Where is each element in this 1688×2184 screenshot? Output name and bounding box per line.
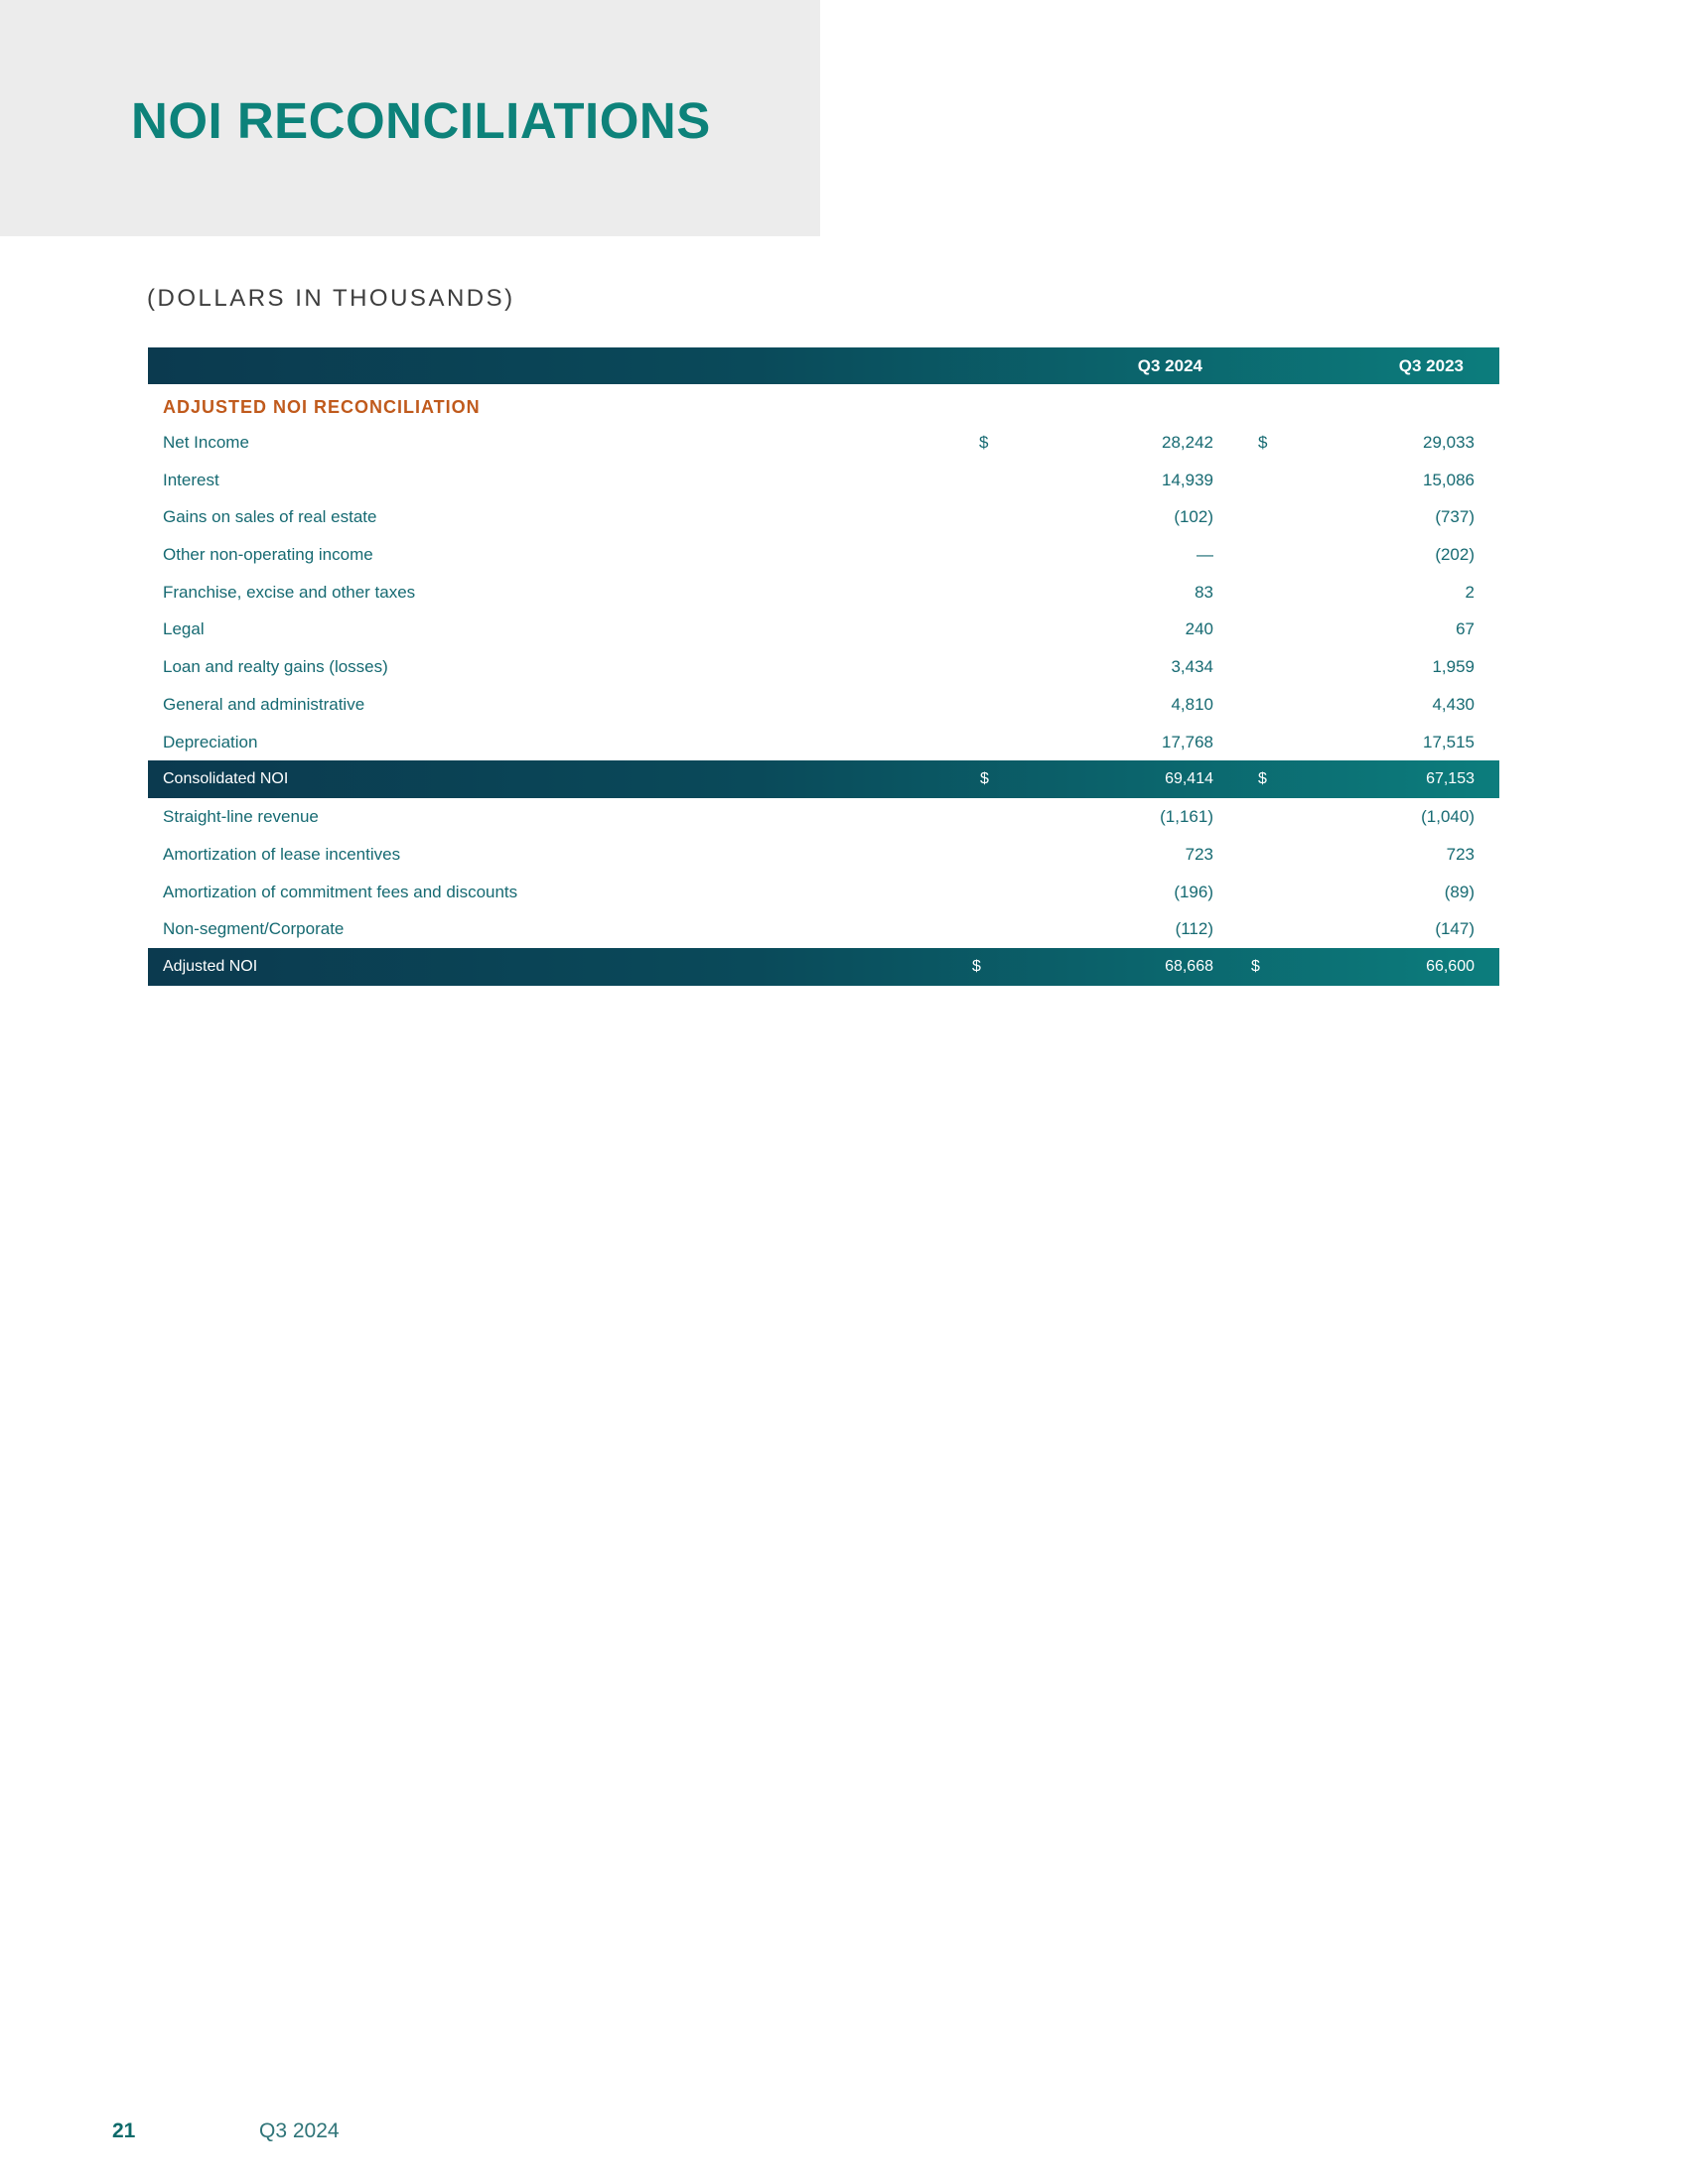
units-subtitle: (DOLLARS IN THOUSANDS) [147, 285, 515, 312]
table-row [148, 798, 1499, 836]
row-label: Non-segment/Corporate [163, 919, 345, 939]
currency-symbol: $ [1251, 957, 1260, 975]
value-q3-2023: 1,959 [1432, 657, 1475, 677]
table-row [148, 611, 1499, 648]
value-q3-2023: 29,033 [1423, 433, 1475, 452]
page-number: 21 [112, 2119, 136, 2142]
table-row [148, 462, 1499, 499]
value-q3-2023: 723 [1446, 844, 1475, 864]
value-q3-2024: 4,810 [1171, 694, 1213, 714]
value-q3-2024: (102) [1174, 507, 1213, 527]
currency-symbol: $ [1258, 433, 1268, 452]
currency-symbol: $ [972, 957, 981, 975]
row-label: Gains on sales of real estate [163, 507, 377, 527]
table-row [148, 874, 1499, 911]
row-label: Consolidated NOI [163, 770, 289, 788]
value-q3-2023: (737) [1435, 507, 1475, 527]
table-row [148, 648, 1499, 686]
row-label: Other non-operating income [163, 545, 373, 565]
value-q3-2023: (147) [1435, 919, 1475, 939]
value-q3-2023: 15,086 [1423, 470, 1475, 489]
value-q3-2024: 68,668 [1165, 957, 1213, 975]
row-label: General and administrative [163, 694, 365, 714]
value-q3-2024: (112) [1175, 919, 1213, 939]
row-label: Amortization of commitment fees and discounts [163, 882, 518, 901]
noi-reconciliation-table [148, 347, 1499, 986]
value-q3-2024: 83 [1195, 582, 1213, 602]
row-label: Net Income [163, 433, 249, 452]
value-q3-2024: — [1196, 545, 1213, 565]
column-header-q3-2024: Q3 2024 [1137, 356, 1202, 375]
table-row [148, 424, 1499, 462]
row-label: Franchise, excise and other taxes [163, 582, 416, 602]
value-q3-2024: 3,434 [1171, 657, 1213, 677]
table-row [148, 910, 1499, 948]
value-q3-2023: (1,040) [1421, 807, 1475, 827]
consolidated-noi-row [148, 760, 1499, 798]
value-q3-2023: 17,515 [1423, 732, 1475, 751]
table-header-band [148, 347, 1499, 384]
row-label: Adjusted NOI [163, 957, 258, 975]
value-q3-2024: 69,414 [1165, 770, 1213, 788]
table-row [148, 836, 1499, 874]
value-q3-2024: (1,161) [1160, 807, 1213, 827]
column-header-q3-2023: Q3 2023 [1398, 356, 1464, 375]
row-label: Legal [163, 619, 205, 639]
reconciliation-rows-part2 [148, 798, 1499, 948]
value-q3-2023: (89) [1444, 882, 1475, 901]
table-row [148, 686, 1499, 724]
reconciliation-rows-part1 [148, 424, 1499, 760]
value-q3-2024: 28,242 [1162, 433, 1213, 452]
table-row [148, 574, 1499, 612]
row-label: Depreciation [163, 732, 258, 751]
value-q3-2024: 17,768 [1162, 732, 1213, 751]
table-row [148, 536, 1499, 574]
currency-symbol: $ [1258, 770, 1267, 788]
value-q3-2023: 67,153 [1426, 770, 1475, 788]
row-label: Interest [163, 470, 219, 489]
value-q3-2023: 2 [1465, 582, 1475, 602]
value-q3-2023: (202) [1435, 545, 1475, 565]
currency-symbol: $ [980, 770, 989, 788]
page-title: NOI RECONCILIATIONS [131, 92, 711, 149]
value-q3-2023: 66,600 [1426, 957, 1475, 975]
footer-period: Q3 2024 [259, 2119, 340, 2142]
table-row [148, 724, 1499, 761]
currency-symbol: $ [979, 433, 989, 452]
row-label: Loan and realty gains (losses) [163, 657, 388, 677]
row-label: Straight-line revenue [163, 807, 319, 827]
section-heading: ADJUSTED NOI RECONCILIATION [163, 397, 481, 417]
adjusted-noi-row [148, 948, 1499, 986]
value-q3-2024: 14,939 [1162, 470, 1213, 489]
value-q3-2023: 67 [1456, 619, 1475, 639]
value-q3-2024: 723 [1185, 844, 1213, 864]
value-q3-2024: (196) [1174, 882, 1213, 901]
row-label: Amortization of lease incentives [163, 844, 401, 864]
table-row [148, 498, 1499, 536]
value-q3-2023: 4,430 [1432, 694, 1475, 714]
value-q3-2024: 240 [1185, 619, 1213, 639]
